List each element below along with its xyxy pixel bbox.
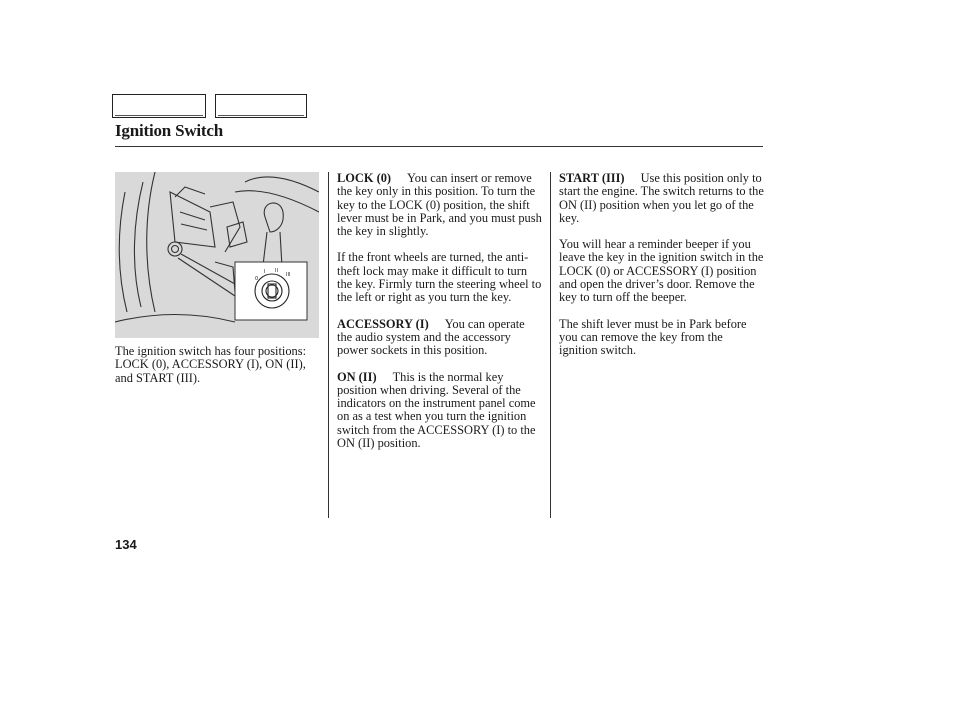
middle-column (337, 172, 542, 463)
left-column (115, 345, 315, 398)
key-position-2: II (275, 268, 278, 274)
lock-term: LOCK (0) (337, 171, 392, 185)
right-column (559, 172, 764, 371)
column-divider-1 (328, 172, 329, 518)
lock-text: You can insert or remove the key only in this position. To turn the key to the LOCK (0) position, the shift lever must be in Park, and you must push the key in slightly. (337, 171, 542, 239)
on-text: This is the normal key position when driving. Several of the indicators on the instrument panel come on as a test when you turn the ignition switch from the ACCESSORY (I) to the ON (II) position. (337, 369, 536, 451)
start-paragraph (559, 172, 764, 225)
nav-tab-2[interactable] (215, 94, 307, 118)
key-position-0: 0 (255, 276, 259, 282)
nav-tab-1[interactable] (112, 94, 206, 118)
key-position-3: III (286, 272, 291, 278)
park-paragraph: The shift lever must be in Park before you can remove the key from the ignition switch. (559, 316, 747, 358)
beeper-paragraph: You will hear a reminder beeper if you leave the key in the ignition switch in the LOCK (0) or ACCESSORY (I) position and open the driver’s door. Remove the key to turn off the beeper. (559, 237, 764, 305)
steering-column-drawing (115, 172, 319, 338)
on-term: ON (II) (337, 369, 377, 384)
lock-paragraph (337, 172, 542, 238)
start-term: START (III) (559, 171, 625, 185)
page-title: Ignition Switch (115, 121, 223, 140)
page-number: 134 (115, 537, 137, 552)
intro-paragraph: The ignition switch has four positions: LOCK (0), ACCESSORY (I), ON (II), and START (III). (115, 344, 307, 385)
column-divider-2 (550, 172, 551, 518)
title-rule (115, 146, 763, 147)
ignition-switch-illustration (115, 172, 319, 338)
key-position-1: I (264, 269, 266, 275)
start-text: Use this position only to start the engine. The switch returns to the ON (II) position when you let go of the key. (559, 171, 764, 225)
accessory-term: ACCESSORY (I) (337, 316, 429, 331)
accessory-paragraph (337, 318, 542, 358)
accessory-text: You can operate the audio system and the accessory power sockets in this position. (337, 316, 525, 358)
antitheft-paragraph: If the front wheels are turned, the anti-theft lock may make it difficult to turn the key. Firmly turn the steering wheel to the left or right as you turn the key. (337, 250, 542, 305)
on-paragraph (337, 371, 542, 451)
